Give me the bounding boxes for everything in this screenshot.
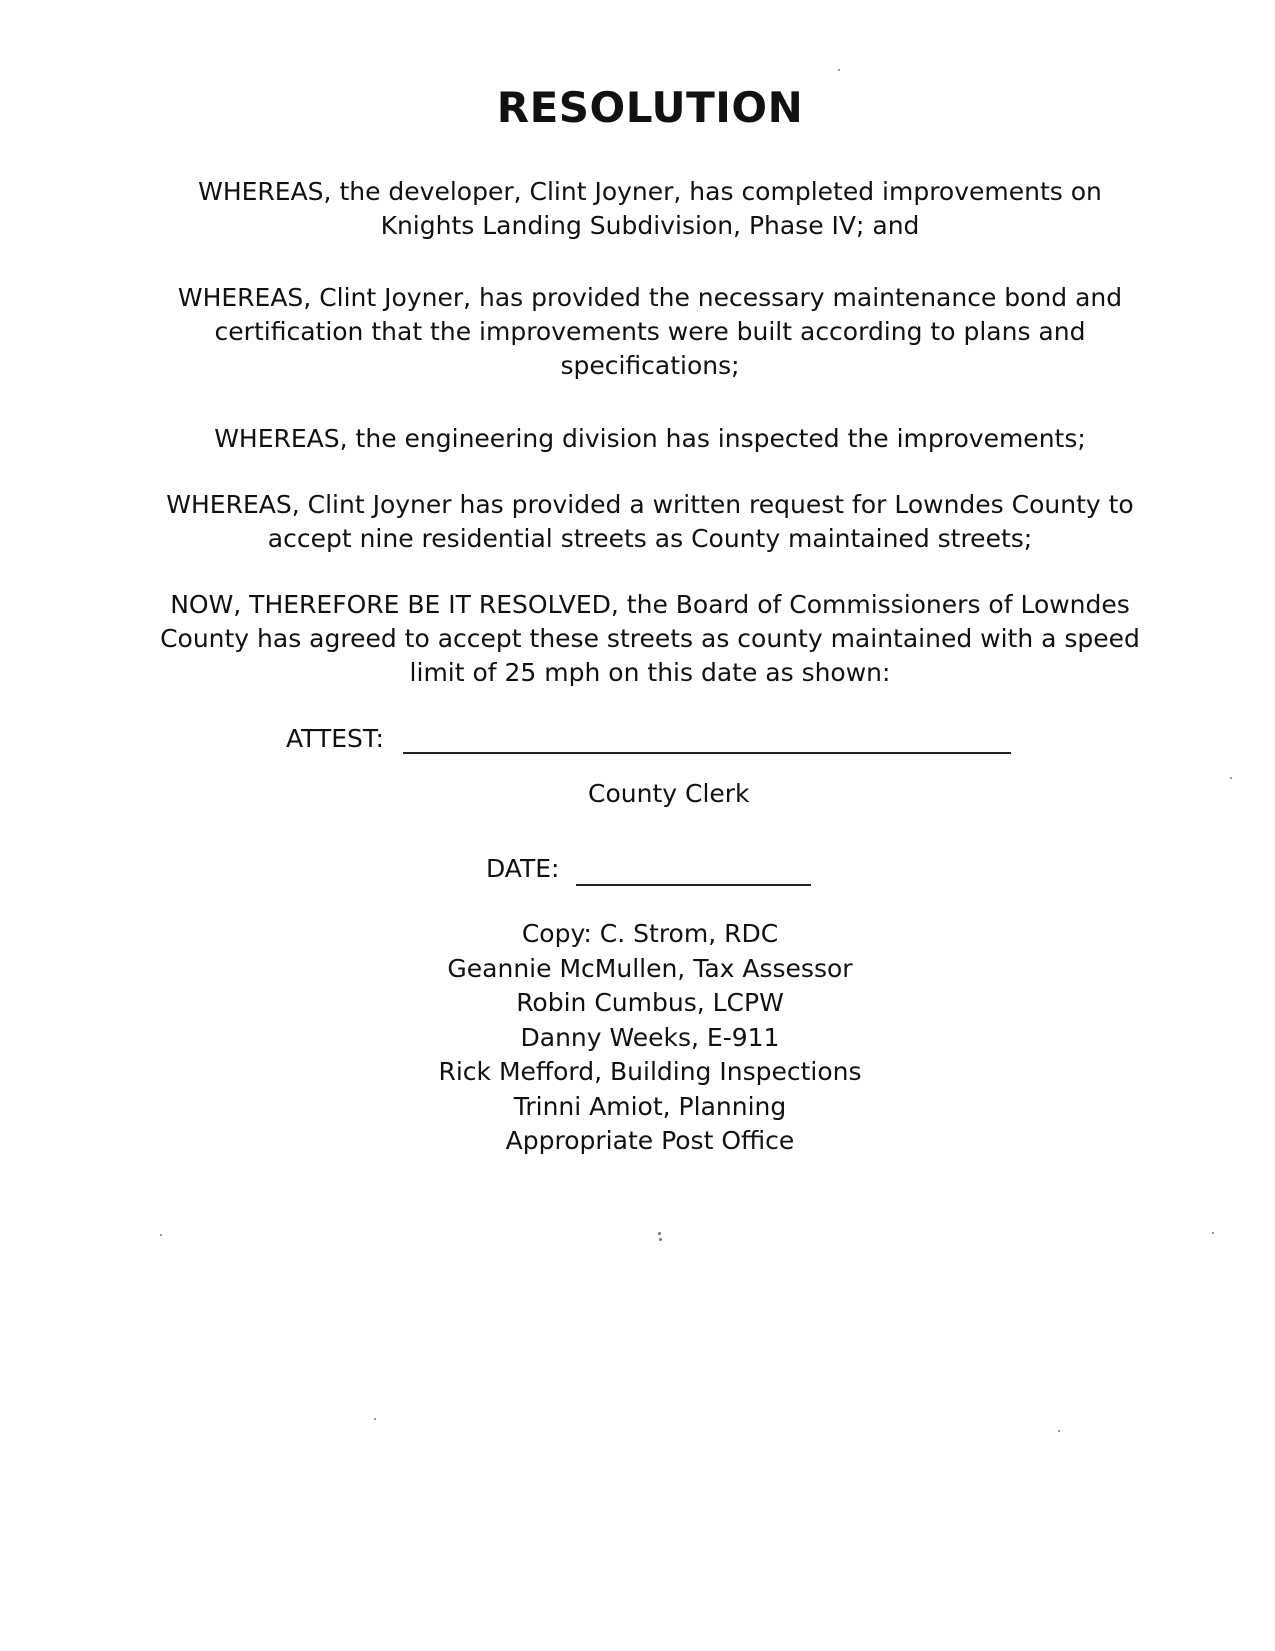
date-signature-line (576, 884, 811, 886)
attest-label: ATTEST: (286, 724, 384, 753)
whereas-paragraph-4: WHEREAS, Clint Joyner has provided a written request for Lowndes County to accept nine residential streets as County maintained streets; (166, 490, 1134, 553)
scan-speck (1230, 777, 1232, 779)
copy-recipient: Danny Weeks, E-911 (520, 1022, 780, 1052)
page-title: RESOLUTION (496, 83, 804, 132)
attest-signature-line (403, 752, 1011, 754)
copy-recipient: Trinni Amiot, Planning (513, 1091, 787, 1121)
copy-recipient: Robin Cumbus, LCPW (516, 988, 784, 1017)
copy-recipient: Geannie McMullen, Tax Assessor (447, 953, 853, 983)
copy-recipient: Rick Mefford, Building Inspections (438, 1057, 862, 1086)
whereas-paragraph-3: WHEREAS, the engineering division has inspected the improvements; (214, 424, 1086, 453)
resolved-paragraph: NOW, THEREFORE BE IT RESOLVED, the Board of Commissioners of Lowndes County has agreed to accept these streets as county maintained with a speed limit of 25 mph on this date as shown: (160, 590, 1140, 687)
scan-speck (838, 69, 840, 71)
copy-recipient: Copy: C. Strom, RDC (521, 919, 779, 948)
scan-speck (658, 1232, 661, 1235)
scan-speck (374, 1418, 376, 1420)
copy-recipient: Appropriate Post Office (505, 1126, 795, 1155)
whereas-paragraph-2: WHEREAS, Clint Joyner, has provided the necessary maintenance bond and certification that the improvements were built according to plans and specifications; (177, 283, 1123, 380)
copy-distribution-list (350, 917, 950, 1159)
county-clerk-label: County Clerk (588, 779, 750, 808)
scan-speck (659, 1238, 662, 1241)
scan-speck (1212, 1232, 1214, 1234)
scan-speck (1058, 1430, 1060, 1432)
scan-speck (160, 1234, 162, 1236)
date-label: DATE: (486, 854, 560, 883)
whereas-paragraph-1: WHEREAS, the developer, Clint Joyner, has completed improvements on Knights Landing Subdivision, Phase IV; and (198, 177, 1102, 240)
